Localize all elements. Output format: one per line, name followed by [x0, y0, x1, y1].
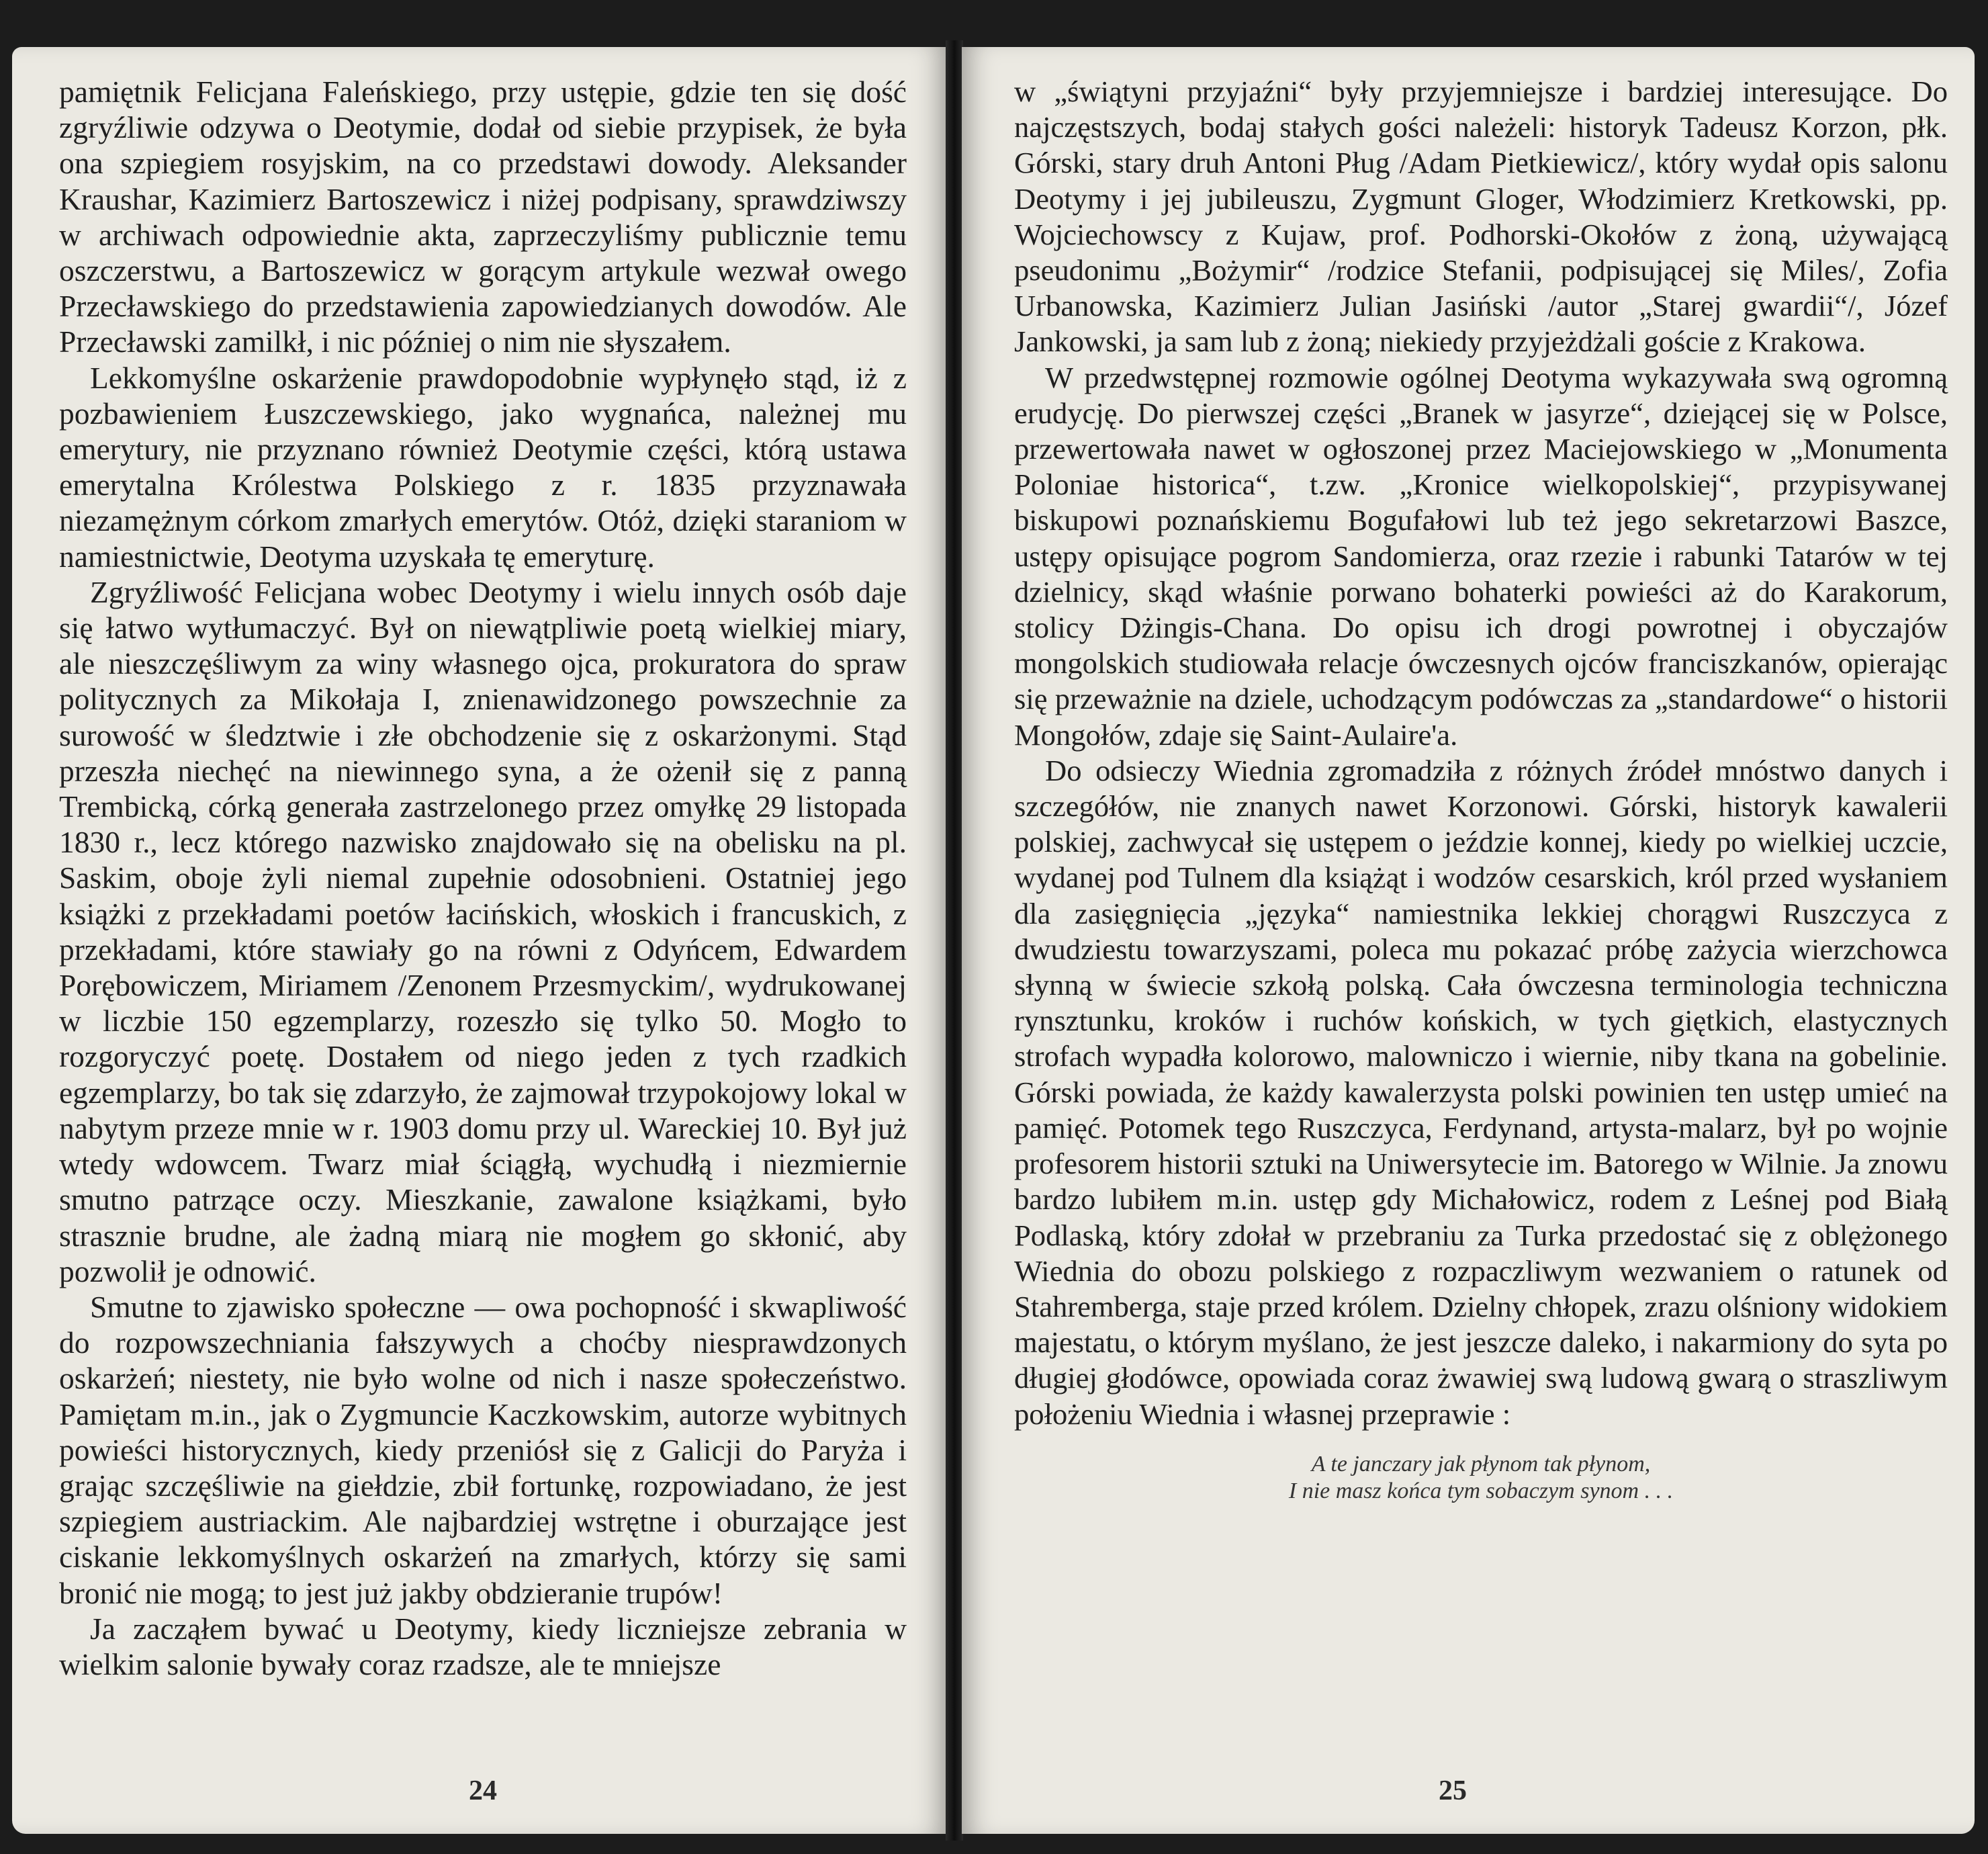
book-gutter — [946, 40, 963, 1841]
right-paragraph-2: W przedwstępnej rozmowie ogólnej Deotyma wykazywała swą ogromną erudycję. Do pierwszej części „Branek w jasyrze“, dziejącej się w Polsce, przewertowała nawet w ogłoszonej przez Maciejowskiego w „Monumenta Poloniae historica“, t.zw. „Kronice wielkopolskiej“, przypisywanej biskupowi poznańskiemu Bogufałowi lub też jego sekretarzowi Baszce, ustępy opisujące pogrom Sandomierza, oraz rzezie i rabunki Tatarów w tej dzielnicy, skąd właśnie porwano bohaterki powieści aż do Karakorum, stolicy Dżingis-Chana. Do opisu ich drogi powrotnej i obyczajów mongolskich studiowała relacje ówczesnych ojców franciszkanów, opierając się przeważnie na dziele, uchodzącym podówczas za „standardowe“ o historii Mongołów, zdaje się Saint-Aulaire'a. — [1014, 360, 1948, 752]
left-page-number: 24 — [469, 1775, 497, 1806]
poem-line-2: I nie masz końca tym sobaczym synom . . . — [1288, 1478, 1674, 1503]
right-page — [962, 47, 1975, 1834]
poem-quote — [1014, 1451, 1948, 1505]
left-paragraph-2: Lekkomyślne oskarżenie prawdopodobnie wypłynęło stąd, iż z pozbawieniem Łuszczewskiego, jako wygnańca, należnej mu emerytury, nie przyznano również Deotymie części, którą ustawa emerytalna Królestwa Polskiego z r. 1835 przyznawała niezamężnym córkom zmarłych emerytów. Otóż, dzięki staraniom w namiestnictwie, Deotyma uzyskała tę emeryturę. — [59, 360, 907, 574]
left-paragraph-3: Zgryźliwość Felicjana wobec Deotymy i wielu innych osób daje się łatwo wytłumaczyć. Był on niewątpliwie poetą wielkiej miary, ale nieszczęśliwym za winy własnego ojca, prokuratora do spraw politycznych za Mikołaja I, znienawidzonego powszechnie za surowość w śledztwie i złe obchodzenie się z oskarżonymi. Stąd przeszła niechęć na niewinnego syna, a że ożenił się z panną Trembicką, córką generała zastrzelonego przez omyłkę 29 listopada 1830 r., lecz którego nazwisko znajdowało się na obelisku na pl. Saskim, oboje żyli niemal zupełnie odosobnieni. Ostatniej jego książki z przekładami poetów łacińskich, włoskich i francuskich, z przekładami, które stawiały go na równi z Odyńcem, Edwardem Porębowiczem, Miriamem /Zenonem Przesmyckim/, wydrukowanej w liczbie 150 egzemplarzy, rozeszło się tylko 50. Mogło to rozgoryczyć poetę. Dostałem od niego jeden z tych rzadkich egzemplarzy, bo tak się zdarzyło, że zajmował trzypokojowy lokal w nabytym przeze mnie w r. 1903 domu przy ul. Wareckiej 10. Był już wtedy wdowcem. Twarz miał ściągłą, wychudłą i niezmiernie smutno patrzące oczy. Mieszkanie, zawalone książkami, było strasznie brudne, ale żadną miarą nie mogłem go skłonić, aby pozwolił je odnowić. — [59, 574, 907, 1288]
left-page — [12, 47, 947, 1834]
left-paragraph-5: Ja zacząłem bywać u Deotymy, kiedy liczniejsze zebrania w wielkim salonie bywały coraz rzadsze, ale te mniejsze — [59, 1611, 907, 1681]
left-paragraph-1: pamiętnik Felicjana Faleńskiego, przy ustępie, gdzie ten się dość zgryźliwie odzywa o Deotymie, dodał od siebie przypisek, że była ona szpiegiem rosyjskim, na co przedstawi dowody. Aleksander Kraushar, Kazimierz Bartoszewicz i niżej podpisany, sprawdziwszy w archiwach odpowiednie akta, zaprzeczyliśmy publicznie temu oszczerstwu, a Bartoszewicz w gorącym artykule wezwał owego Przecławskiego do przedstawienia zapowiedzianych dowodów. Ale Przecławski zamilkł, i nic później o nim nie słyszałem. — [59, 75, 907, 359]
left-paragraph-4: Smutne to zjawisko społeczne — owa pochopność i skwapliwość do rozpowszechniania fałszywych a choćby niesprawdzonych oskarżeń; niestety, nie było wolne od nich i nasze społeczeństwo. Pamiętam m.in., jak o Zygmuncie Kaczkowskim, autorze wybitnych powieści historycznych, kiedy przeniósł się z Galicji do Paryża i grając szczęśliwie na giełdzie, zbił fortunkę, rozpowiadano, że jest szpiegiem austriackim. Ale najbardziej wstrętne i oburzające jest ciskanie lekkomyślnych oskarżeń na zmarłych, którzy się sami bronić nie mogą; to jest już jakby obdzieranie trupów! — [59, 1289, 907, 1610]
poem-line-1: A te janczary jak płynom tak płynom, — [1311, 1451, 1651, 1476]
left-page-text — [59, 74, 907, 1682]
right-page-number: 25 — [1439, 1775, 1467, 1806]
right-paragraph-3: Do odsieczy Wiednia zgromadziła z różnych źródeł mnóstwo danych i szczegółów, nie znanych nawet Korzonowi. Górski, historyk kawalerii polskiej, zachwycał się ustępem o jeździe konnej, kiedy po wielkiej uczcie, wydanej pod Tulnem dla książąt i wodzów cesarskich, król przed wysłaniem dla zasięgnięcia „języka“ namiestnika lekkiej chorągwi Ruszczyca z dwudziestu towarzyszami, poleca mu pokazać próbę zażycia wierzchowca słynną w świecie szkołą polską. Cała ówczesna terminologia techniczna rynsztunku, kroków i ruchów końskich, w tych giętkich, elastycznych strofach wypadła kolorowo, malowniczo i wiernie, niby tkana na gobelinie. Górski powiada, że każdy kawalerzysta polski powinien ten ustęp umieć na pamięć. Potomek tego Ruszczyca, Ferdynand, artysta-malarz, był po wojnie profesorem historii sztuki na Uniwersytecie im. Batorego w Wilnie. Ja znowu bardzo lubiłem m.in. ustęp gdy Michałowicz, rodem z Leśnej pod Białą Podlaską, który zdołał w przebraniu za Turka przedostać się z oblężonego Wiednia do obozu polskiego z rozpaczliwym wezwaniem o ratunek od Stahremberga, staje przed królem. Dzielny chłopek, zrazu olśniony widokiem majestatu, o którym myślano, że jest jeszcze daleko, i nakarmiony do syta po długiej głodówce, opowiada coraz żwawiej swą ludową gwarą o straszliwym położeniu Wiednia i własnej przeprawie : — [1014, 753, 1948, 1431]
right-paragraph-1: w „świątyni przyjaźni“ były przyjemniejsze i bardziej interesujące. Do najczęstszych, bodaj stałych gości należeli: historyk Tadeusz Korzon, płk. Górski, stary druh Antoni Pług /Adam Pietkiewicz/, który wydał opis salonu Deotymy i jej jubileuszu, Zygmunt Gloger, Włodzimierz Kretkowski, pp. Wojciechowscy z Kujaw, prof. Podhorski-Okołów z żoną, używającą pseudonimu „Bożymir“ /rodzice Stefanii, podpisującej się Miles/, Zofia Urbanowska, Kazimierz Julian Jasiński /autor „Starej gwardii“/, Józef Jankowski, ja sam lub z żoną; niekiedy przyjeżdżali goście z Krakowa. — [1014, 75, 1948, 359]
right-page-text — [1014, 74, 1948, 1432]
